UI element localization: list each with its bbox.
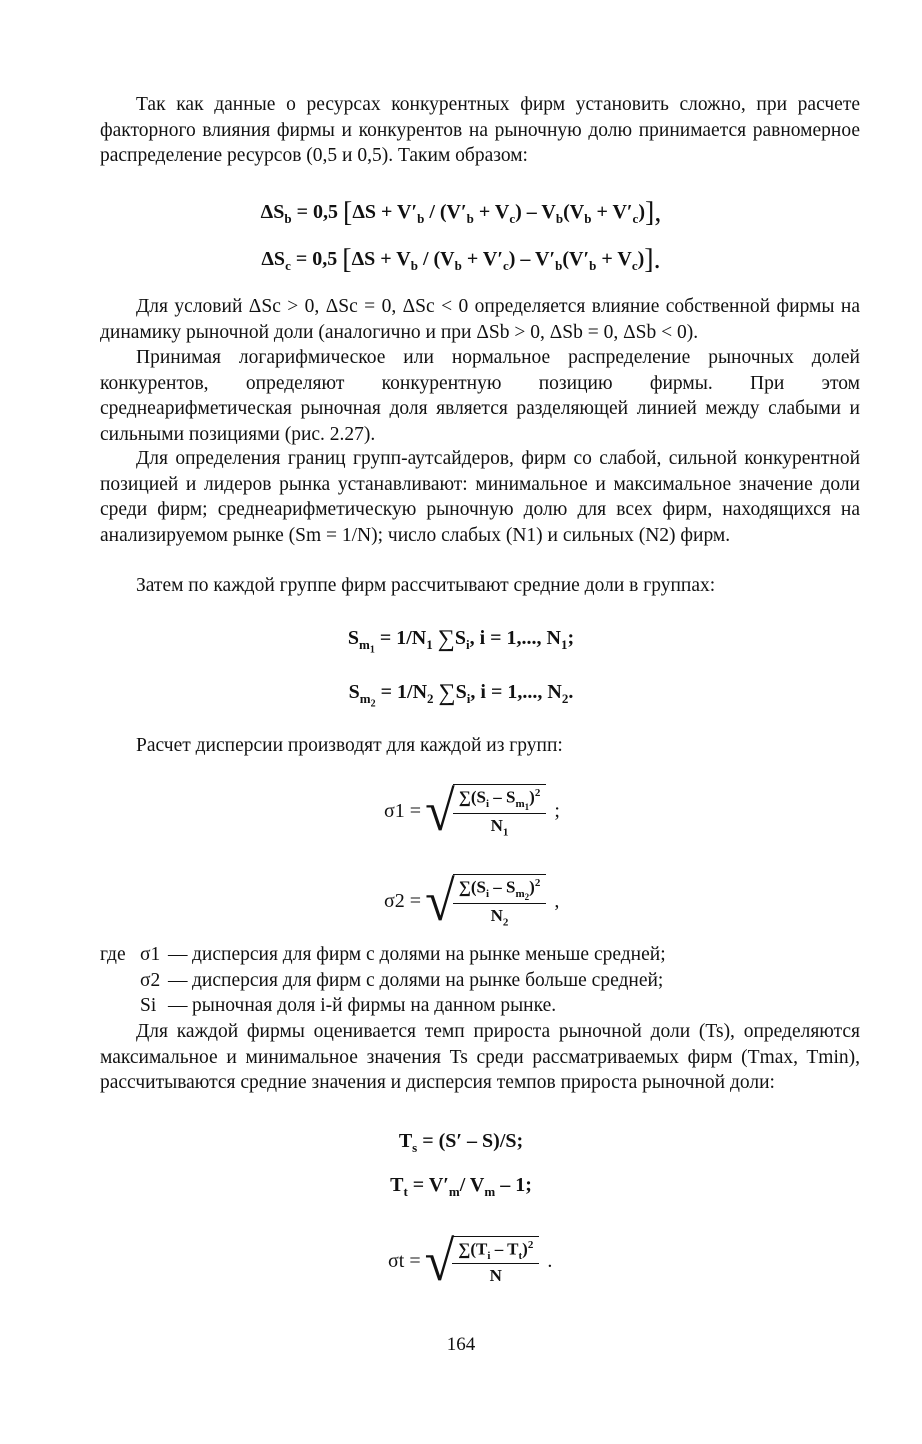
paragraph-group-averages: Затем по каждой группе фирм рассчитывают средние доли в группах: <box>136 575 716 596</box>
paragraph-growth-rate: Для каждой фирмы оценивается темп прироста рыночной доли (Ts), определяются максимальное и минимальное значения Ts среди рассматриваемых фирм (Tmax, Tmin), рассчитываются средние значения и дисперсия темпов прироста рыночной доли: <box>100 1021 860 1093</box>
page-number: 164 <box>446 1334 476 1355</box>
sqrt-icon: √ <box>424 1229 455 1293</box>
paragraph-intro: Так как данные о ресурсах конкурентных фирм установить сложно, при расчете факторного влияния фирмы и конкурентов на рыночную долю принимается равномерное распределение ресурсов (0,5 и 0,5). Таким образом: <box>100 94 860 166</box>
equation-delta-sb: $\Delta S_b = 0,5$ $[\Delta S + V'_b / (V'_b + V_c) - V_b(V_b + V'_c)]$, <box>260 197 662 228</box>
definitions-list <box>100 942 860 1019</box>
paragraph-dispersion-intro: Расчет дисперсии производят для каждой из групп: <box>136 735 563 756</box>
formula-sigma-t: σt = √ $\frac{\sum(T_i - T_t)^2}{N}$ . <box>388 1229 553 1293</box>
equation-tt: $T_t = V'_m/$ $V_m - 1$; <box>390 1174 532 1199</box>
formula-sigma2: σ2 = √ $\frac{\sum(S_i - S_{m_2})^2}{N_2}$ , <box>384 869 560 933</box>
definition-row: где σ1 — дисперсия для фирм с долями на рынке меньше средней; <box>100 944 666 965</box>
definition-row: Si — рыночная доля i-й фирмы на данном рынке. <box>140 995 557 1016</box>
paragraph-distribution: Принимая логарифмическое или нормальное распределение рыночных долей конкурентов, определяют конкурентную позицию фирмы. При этом среднеарифметическая рыночная доля является разделяющей линией между слабыми и сильными позициями (рис. 2.27). <box>100 347 860 445</box>
paragraph-group-bounds: Для определения границ групп-аутсайдеров, фирм со слабой, сильной конкурентной позицией и лидеров рынка устанавливают: минимальное и максимальное значение доли среди фирм; среднеарифметическую рыночную долю для всех фирм, находящихся на анализируемом рынке (Sm = 1/N); число слабых (N1) и сильных (N2) фирм. <box>100 448 860 546</box>
equation-sm2: $S_{m_2} = 1/N_2$ $\sum S_i$, i = 1,..., $N_2$. <box>348 680 574 710</box>
equation-delta-sc: $\Delta S_c = 0,5$ $[\Delta S + V_b / (V_b + V'_c) - V'_b(V'_b + V_c)]$. <box>261 244 661 275</box>
formula-sigma1: σ1 = √ $\frac{\sum(S_i - S_{m_1})^2}{N_1}$ ; <box>384 779 560 843</box>
paragraph-conditions: Для условий ΔSc > 0, ΔSc = 0, ΔSc < 0 определяется влияние собственной фирмы на динамику рыночной доли (аналогично и при ΔSb > 0, ΔSb = 0, ΔSb < 0). <box>100 296 860 343</box>
definition-row: σ2 — дисперсия для фирм с долями на рынке больше средней; <box>140 969 664 991</box>
equation-ts: $T_s = (S' - S)/S$; <box>398 1130 524 1155</box>
sqrt-icon: √ <box>425 869 455 933</box>
sqrt-icon: √ <box>425 779 455 843</box>
equation-sm1: $S_{m_1} = 1/N_1$ $\sum S_i$, i = 1,..., $N_1$; <box>347 626 575 656</box>
